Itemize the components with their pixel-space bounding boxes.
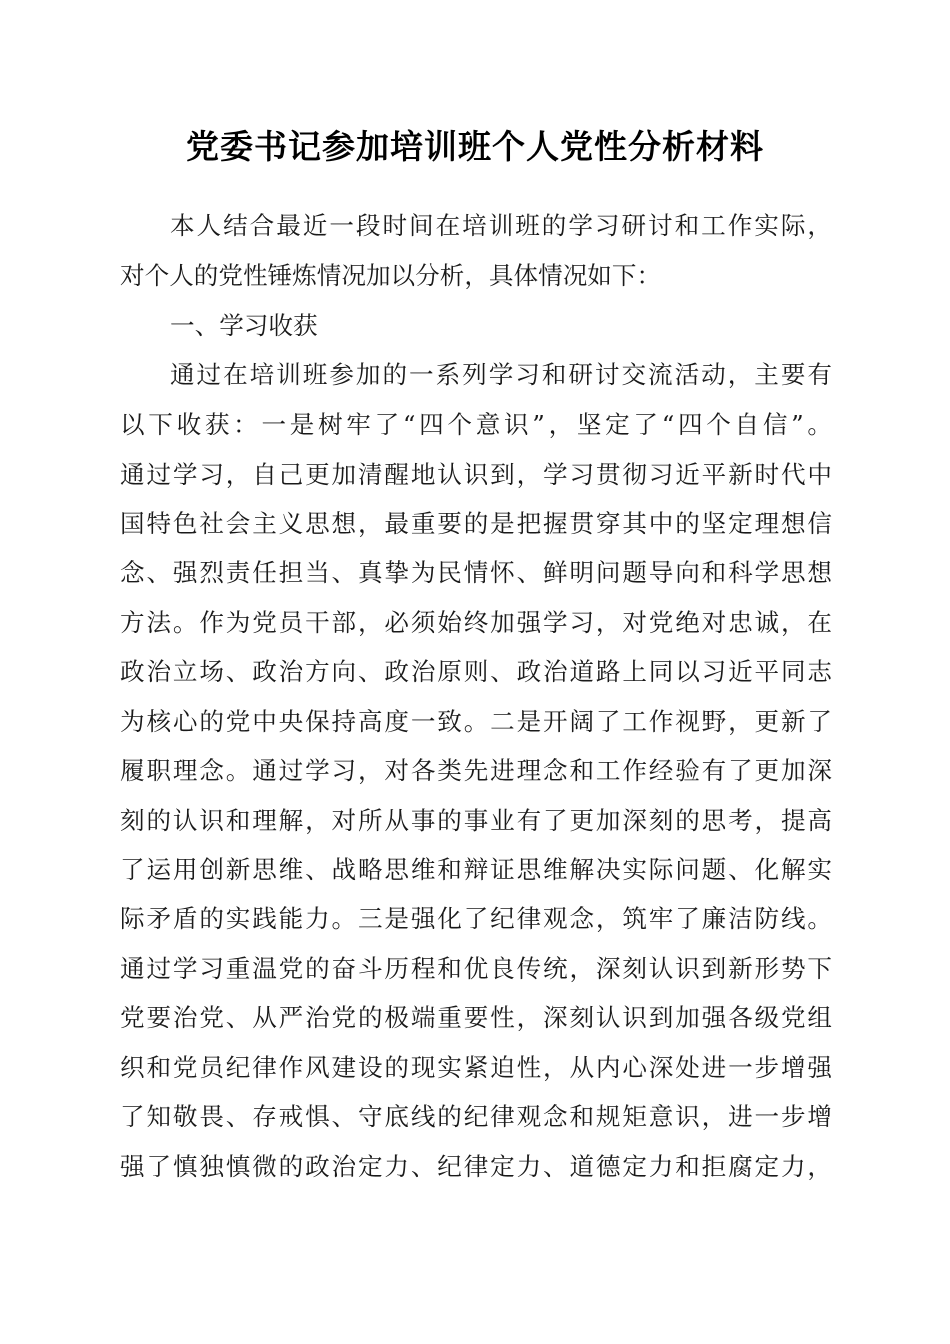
paragraph-line: 通过在培训班参加的一系列学习和研讨交流活动，主要有 xyxy=(170,360,832,389)
section-heading: 一、学习收获 xyxy=(170,311,318,340)
paragraph-line: 了知敬畏、存戒惧、守底线的纪律观念和规矩意识，进一步增 xyxy=(120,1102,832,1131)
paragraph-line: 念、强烈责任担当、真挚为民情怀、鲜明问题导向和科学思想 xyxy=(120,558,832,587)
paragraph-line: 以下收获：一是树牢了“四个意识”，坚定了“四个自信”。 xyxy=(120,410,832,439)
paragraph-line: 履职理念。通过学习，对各类先进理念和工作经验有了更加深 xyxy=(120,756,832,785)
paragraph-line: 际矛盾的实践能力。三是强化了纪律观念，筑牢了廉洁防线。 xyxy=(120,904,832,933)
paragraph-line: 了运用创新思维、战略思维和辩证思维解决实际问题、化解实 xyxy=(120,855,832,884)
paragraph-line: 国特色社会主义思想，最重要的是把握贯穿其中的坚定理想信 xyxy=(120,509,832,538)
paragraph-line: 本人结合最近一段时间在培训班的学习研讨和工作实际， xyxy=(170,211,832,240)
paragraph-line: 为核心的党中央保持高度一致。二是开阔了工作视野，更新了 xyxy=(120,707,832,736)
paragraph-line: 党要治党、从严治党的极端重要性，深刻认识到加强各级党组 xyxy=(120,1003,832,1032)
paragraph-line: 对个人的党性锤炼情况加以分析，具体情况如下： xyxy=(120,261,662,290)
paragraph-line: 通过学习重温党的奋斗历程和优良传统，深刻认识到新形势下 xyxy=(120,954,832,983)
paragraph-line: 方法。作为党员干部，必须始终加强学习，对党绝对忠诚，在 xyxy=(120,608,832,637)
paragraph-line: 刻的认识和理解，对所从事的事业有了更加深刻的思考，提高 xyxy=(120,806,832,835)
paragraph-line: 通过学习，自己更加清醒地认识到，学习贯彻习近平新时代中 xyxy=(120,460,832,489)
document-title: 党委书记参加培训班个人党性分析材料 xyxy=(186,127,764,166)
paragraph-line: 织和党员纪律作风建设的现实紧迫性，从内心深处进一步增强 xyxy=(120,1053,832,1082)
paragraph-line: 政治立场、政治方向、政治原则、政治道路上同以习近平同志 xyxy=(120,657,832,686)
paragraph-line: 强了慎独慎微的政治定力、纪律定力、道德定力和拒腐定力， xyxy=(120,1152,832,1181)
